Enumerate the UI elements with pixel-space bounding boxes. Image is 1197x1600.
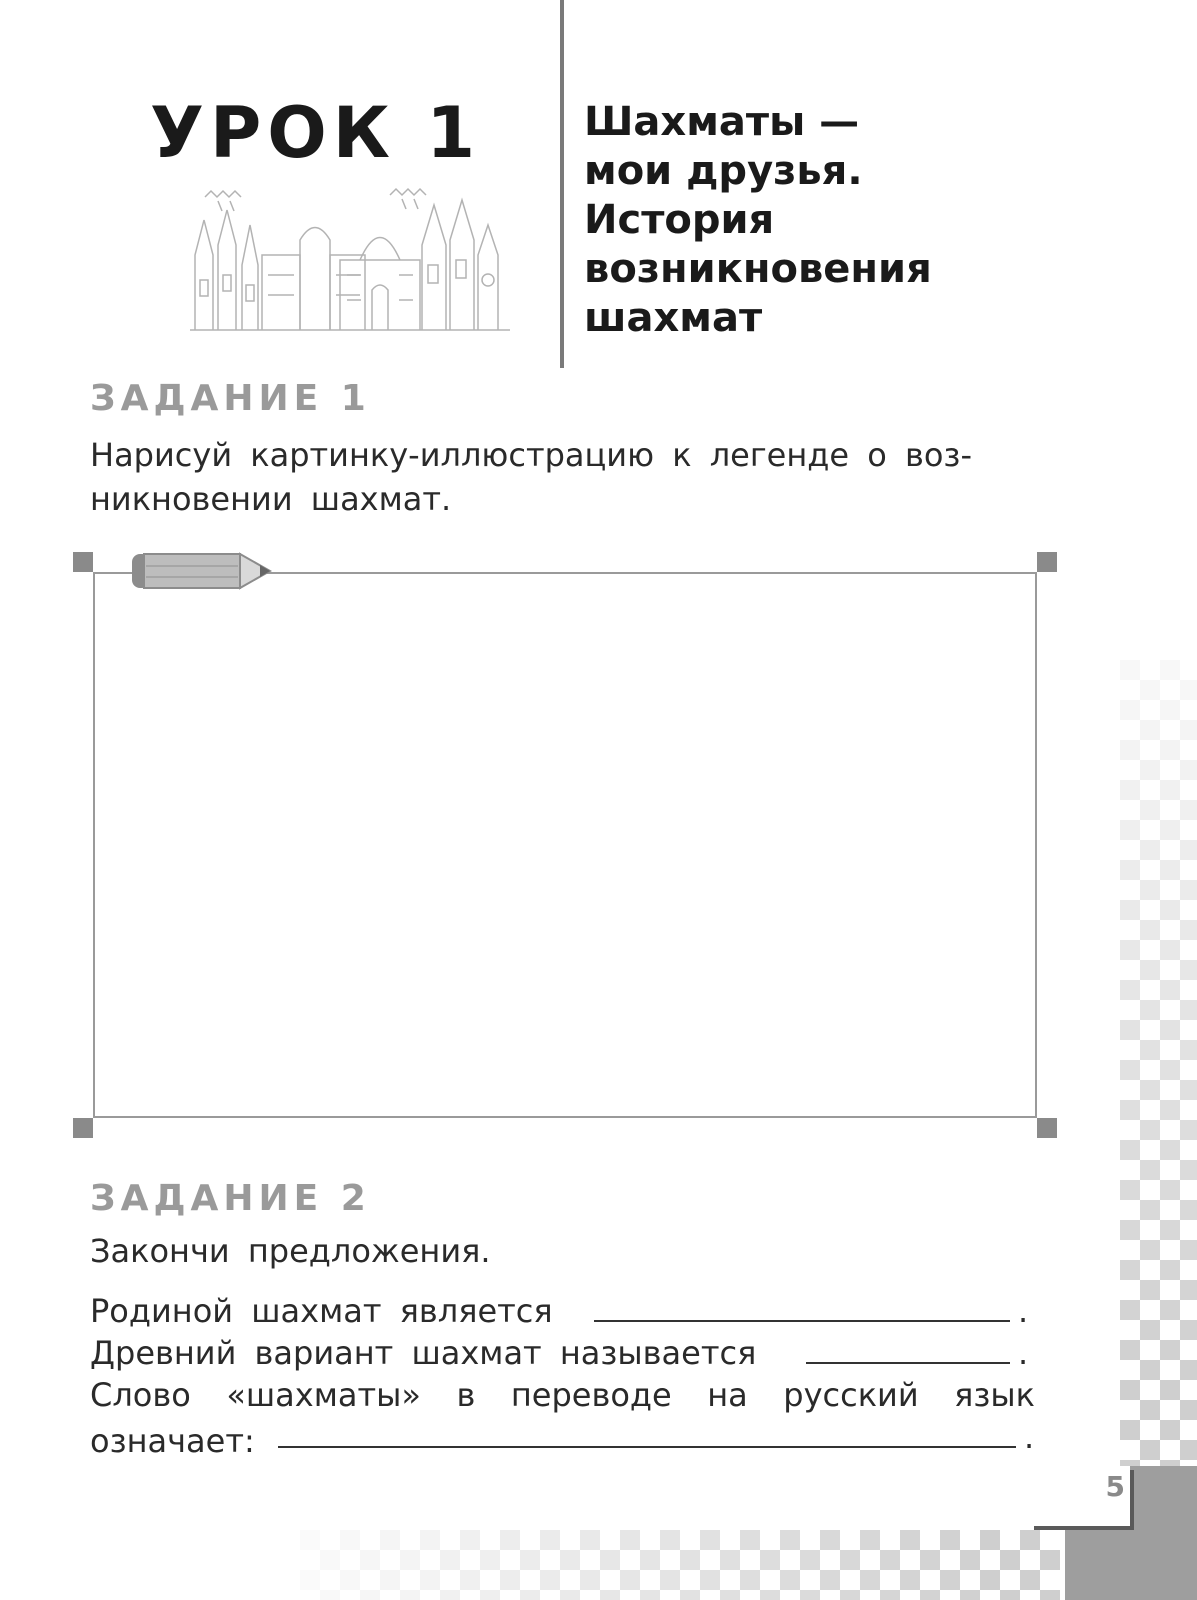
checker-square <box>1140 720 1160 740</box>
checker-square <box>1160 740 1180 760</box>
lesson-title: УРОК 1 <box>150 92 482 174</box>
answer-line-1[interactable] <box>594 1320 1010 1322</box>
checker-square <box>900 1530 920 1550</box>
checker-square <box>760 1590 780 1600</box>
checker-square <box>1120 1140 1140 1160</box>
task1-heading: ЗАДАНИЕ 1 <box>90 378 371 419</box>
checker-square <box>1040 1590 1060 1600</box>
pencil-icon <box>130 550 275 592</box>
checker-square <box>400 1590 420 1600</box>
checker-square <box>300 1530 320 1550</box>
checker-square <box>1020 1530 1040 1550</box>
checker-square <box>1160 1300 1180 1320</box>
sentence3: Слово «шахматы» в переводе на русский язык <box>90 1376 1035 1414</box>
checker-square <box>700 1570 720 1590</box>
checker-pattern-bottom <box>300 1530 1060 1600</box>
task2-heading: ЗАДАНИЕ 2 <box>90 1178 371 1219</box>
topic-line: мои друзья. <box>584 148 863 194</box>
checker-square <box>1140 1440 1160 1460</box>
answer-line-3[interactable] <box>278 1446 1016 1448</box>
frame-corner <box>73 552 93 572</box>
checker-square <box>380 1530 400 1550</box>
header-divider <box>560 0 564 368</box>
checker-square <box>1120 980 1140 1000</box>
checker-square <box>1120 1020 1140 1040</box>
checker-square <box>680 1590 700 1600</box>
checker-square <box>1180 720 1197 740</box>
checker-square <box>1180 1240 1197 1260</box>
checker-square <box>1140 680 1160 700</box>
checker-square <box>1160 860 1180 880</box>
checker-square <box>1140 800 1160 820</box>
checker-square <box>920 1590 940 1600</box>
checker-square <box>1160 660 1180 680</box>
checker-square <box>560 1550 580 1570</box>
checker-square <box>360 1550 380 1570</box>
checker-square <box>500 1530 520 1550</box>
checker-square <box>1120 1420 1140 1440</box>
checker-square <box>1140 960 1160 980</box>
checker-square <box>1020 1570 1040 1590</box>
topic-line: Шахматы — <box>584 99 860 145</box>
checker-square <box>620 1570 640 1590</box>
checker-square <box>1120 1060 1140 1080</box>
sentence1: Родиной шахмат является <box>90 1292 553 1330</box>
checker-square <box>1180 1320 1197 1340</box>
checker-square <box>1180 680 1197 700</box>
checker-square <box>1180 880 1197 900</box>
task1-text-line2: никновении шахмат. <box>90 480 452 518</box>
checker-square <box>880 1590 900 1600</box>
checker-square <box>1120 820 1140 840</box>
checker-square <box>960 1550 980 1570</box>
checker-square <box>940 1570 960 1590</box>
checker-square <box>460 1530 480 1550</box>
checker-square <box>360 1590 380 1600</box>
checker-square <box>1180 920 1197 940</box>
checker-square <box>660 1570 680 1590</box>
sentence2: Древний вариант шахмат называется <box>90 1334 757 1372</box>
checker-square <box>1160 820 1180 840</box>
checker-square <box>1180 1280 1197 1300</box>
checker-square <box>1120 900 1140 920</box>
checker-square <box>700 1530 720 1550</box>
checker-square <box>1120 1300 1140 1320</box>
checker-square <box>880 1550 900 1570</box>
checker-square <box>1160 980 1180 1000</box>
checker-square <box>1160 1340 1180 1360</box>
checker-square <box>420 1530 440 1550</box>
checker-square <box>1160 1140 1180 1160</box>
checker-square <box>1040 1550 1060 1570</box>
checker-square <box>1180 800 1197 820</box>
checker-square <box>520 1550 540 1570</box>
city-skyline-illustration <box>190 185 520 335</box>
checker-square <box>480 1590 500 1600</box>
checker-square <box>1140 760 1160 780</box>
checker-square <box>980 1530 1000 1550</box>
frame-corner <box>1037 1118 1057 1138</box>
checker-square <box>1180 960 1197 980</box>
checker-square <box>1160 1060 1180 1080</box>
checker-square <box>1160 1220 1180 1240</box>
answer-line-2[interactable] <box>806 1362 1010 1364</box>
checker-square <box>720 1550 740 1570</box>
checker-square <box>1180 760 1197 780</box>
checker-square <box>760 1550 780 1570</box>
checker-square <box>820 1530 840 1550</box>
checker-square <box>500 1570 520 1590</box>
checker-square <box>1140 1000 1160 1020</box>
checker-square <box>480 1550 500 1570</box>
checker-square <box>1120 1180 1140 1200</box>
checker-square <box>940 1530 960 1550</box>
checker-square <box>960 1590 980 1600</box>
drawing-area[interactable] <box>93 572 1037 1118</box>
checker-square <box>780 1530 800 1550</box>
checker-square <box>1140 1400 1160 1420</box>
page-number: 5 <box>1105 1470 1125 1503</box>
checker-square <box>740 1530 760 1550</box>
checker-square <box>440 1590 460 1600</box>
checker-square <box>1160 700 1180 720</box>
checker-square <box>1160 1180 1180 1200</box>
checker-square <box>320 1550 340 1570</box>
checker-square <box>1140 1040 1160 1060</box>
checker-square <box>1140 880 1160 900</box>
checker-square <box>400 1550 420 1570</box>
lesson-topic <box>584 98 932 343</box>
checker-square <box>920 1550 940 1570</box>
checker-square <box>740 1570 760 1590</box>
checker-square <box>1120 700 1140 720</box>
checker-square <box>600 1590 620 1600</box>
checker-square <box>640 1550 660 1570</box>
checker-square <box>900 1570 920 1590</box>
sentence-period: . <box>1024 1418 1035 1456</box>
checker-square <box>1140 1200 1160 1220</box>
checker-square <box>520 1590 540 1600</box>
checker-square <box>660 1530 680 1550</box>
checker-square <box>460 1570 480 1590</box>
checker-square <box>720 1590 740 1600</box>
checker-square <box>1180 1080 1197 1100</box>
checker-square <box>1140 1320 1160 1340</box>
checker-square <box>620 1530 640 1550</box>
checker-square <box>1160 1420 1180 1440</box>
checker-square <box>1120 940 1140 960</box>
checker-square <box>1140 840 1160 860</box>
checker-square <box>1160 940 1180 960</box>
checker-square <box>340 1530 360 1550</box>
checker-square <box>840 1590 860 1600</box>
topic-line: шахмат <box>584 295 763 341</box>
checker-square <box>860 1530 880 1550</box>
checker-square <box>800 1550 820 1570</box>
checker-square <box>1000 1590 1020 1600</box>
checker-square <box>1120 1340 1140 1360</box>
checker-square <box>1120 1260 1140 1280</box>
checker-square <box>1000 1550 1020 1570</box>
checker-square <box>380 1570 400 1590</box>
checker-square <box>1120 660 1140 680</box>
checker-square <box>1120 860 1140 880</box>
checker-square <box>640 1590 660 1600</box>
checker-square <box>440 1550 460 1570</box>
sentence-period: . <box>1018 1292 1029 1330</box>
checker-square <box>1140 1240 1160 1260</box>
checker-square <box>580 1570 600 1590</box>
checker-square <box>1180 1000 1197 1020</box>
checker-square <box>1160 780 1180 800</box>
checker-square <box>1140 1080 1160 1100</box>
checker-square <box>980 1570 1000 1590</box>
checker-square <box>1120 1100 1140 1120</box>
checker-square <box>600 1550 620 1570</box>
checker-square <box>540 1570 560 1590</box>
checker-square <box>780 1570 800 1590</box>
checker-square <box>1160 1260 1180 1280</box>
checker-square <box>1120 1220 1140 1240</box>
checker-square <box>1120 740 1140 760</box>
checker-square <box>1120 780 1140 800</box>
checker-square <box>860 1570 880 1590</box>
checker-square <box>1140 1120 1160 1140</box>
checker-square <box>1160 900 1180 920</box>
checker-square <box>1180 1440 1197 1460</box>
frame-corner <box>73 1118 93 1138</box>
checker-square <box>580 1530 600 1550</box>
checker-square <box>1160 1100 1180 1120</box>
frame-corner <box>1037 552 1057 572</box>
checker-square <box>300 1570 320 1590</box>
task1-text-line1: Нарисуй картинку-иллюстрацию к легенде о воз- <box>90 436 972 474</box>
checker-square <box>540 1530 560 1550</box>
checker-square <box>1140 1280 1160 1300</box>
checker-square <box>420 1570 440 1590</box>
checker-square <box>820 1570 840 1590</box>
checker-square <box>1140 1160 1160 1180</box>
checker-square <box>680 1550 700 1570</box>
checker-square <box>1180 1400 1197 1420</box>
sentence-period: . <box>1018 1334 1029 1372</box>
checker-square <box>1180 840 1197 860</box>
checker-square <box>840 1550 860 1570</box>
task2-instruction: Закончи предложения. <box>90 1232 491 1270</box>
checker-square <box>1180 1040 1197 1060</box>
checker-square <box>1180 1360 1197 1380</box>
checker-square <box>1140 1360 1160 1380</box>
topic-line: История <box>584 197 775 243</box>
checker-square <box>800 1590 820 1600</box>
checker-square <box>1140 920 1160 940</box>
checker-square <box>1180 1120 1197 1140</box>
topic-line: возникновения <box>584 246 932 292</box>
checker-square <box>560 1590 580 1600</box>
checker-square <box>340 1570 360 1590</box>
checker-square <box>1120 1380 1140 1400</box>
checker-square <box>1180 1200 1197 1220</box>
sentence3-continued: означает: <box>90 1422 255 1460</box>
checker-square <box>320 1590 340 1600</box>
checker-square <box>1160 1020 1180 1040</box>
checker-pattern-right <box>1120 660 1197 1480</box>
checker-square <box>1160 1380 1180 1400</box>
checker-square <box>1180 1160 1197 1180</box>
